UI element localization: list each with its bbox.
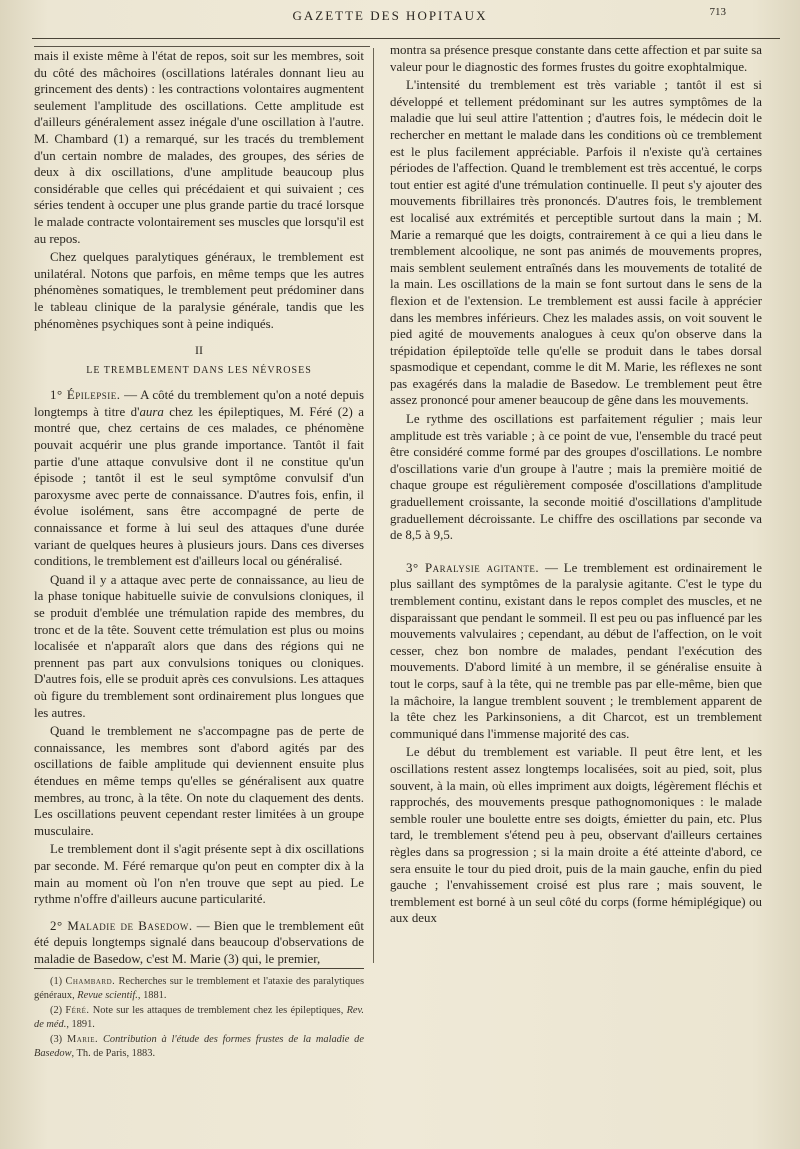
paragraph-paralysie-agitante [390,560,762,743]
footnote-1 [34,975,364,1004]
header-rule-secondary [34,46,370,47]
footnote-text: Recherches sur le tremblement et l'ataxie des paralytiques généraux, [34,976,364,1002]
right-column [390,42,762,927]
footnote-title: Contribution à l'étude des formes frustes de la maladie de Basedow [34,1033,364,1060]
footnote-2 [34,1004,364,1033]
subsection-lead: 1° Épilepsie. [50,388,121,403]
page-number: 713 [709,6,726,18]
paragraph: Quand le tremblement ne s'accompagne pas de perte de connaissance, les membres sont d'abord agités par des oscillations de faible amplitude qui deviennent ensuite plus étendues en même temps qu'elles se généralisent aux quatre membres, au tronc, à la tête. On note du claquement des dents. Les oscillations peuvent cependant rester limitées à un groupe musculaire. [34,724,364,838]
paragraph: Le rythme des oscillations est parfaitement régulier ; mais leur amplitude est très variable ; à ce point de vue, l'ensemble du tracé peut être considéré comme formé par des groupes d'oscillations. Le nombre d'oscillations varie d'un groupe à l'autre ; mais la première moitié de chaque groupe est régulièrement composée d'oscillations d'amplitude graduellement croissante, la seconde moitié d'oscillations d'amplitude graduellement décroissante. Le chiffre des oscillations par seconde va de 8,5 à 9,5. [390,412,762,543]
paragraph-basedow [34,918,364,968]
paragraph: Quand il y a attaque avec perte de connaissance, au lieu de la phase tonique habituelle suivie de convulsions cloniques, il se produit d'emblée une trémulation rapide des membres, du tronc et de la tête. Souvent cette trémulation est plus ou moins localisée et n'apparaît alors que dans des régions qui ne prennent pas part aux convulsions toniques ou cloniques. D'autres fois, elle se produit après ces convulsions. Les attaques où figure du tremblement sont ordinairement plus longues que les autres. [34,572,364,720]
journal-title: GAZETTE DES HOPITAUX [292,8,488,23]
footnote-number: (2) [50,1004,66,1016]
paragraph-text: — A côté du tremblement qu'on a noté depuis longtemps à titre d' [34,388,364,419]
footnote-text: , Th. de Paris, 1883. [71,1048,156,1060]
footnote-text: Note sur les attaques de tremblement chez les épileptiques, [89,1004,347,1016]
paragraph: montra sa présence presque constante dans cette affection et par suite sa valeur pour le diagnostic des formes frustes du goitre exophtalmique. [390,43,762,74]
paragraph-text: — Le tremblement est ordinairement le plus saillant des symptômes de la paralysie agitante. C'est le type du tremblement continu, existant dans le repos complet des muscles, et ne disparaissant que pendant le sommeil. Il est peu ou pas influencé par les mouvements valvulaires ; cependant, au début de l'affection, on le voit cesser, chez bon nombre de malades, pendant l'exécution des mouvements. D'abord limité à un membre, il se généralise ensuite à tout le corps, sauf à la tête, qui ne tremble pas par elle-même, bien que la mâchoire, la langue tremblent souvent ; le tremblement apparent de la tête chez les Parkinsoniens, a dit Charcot, est un tremblement communiqué dans l'immense majorité des cas. [390,560,762,741]
section-numeral: II [195,343,203,358]
subsection-lead: 3° Paralysie agitante. [406,560,540,575]
paragraph-text: chez les épileptiques, M. Féré (2) a montré que, chez certains de ces malades, ce phénomène pouvait acquérir une plus grande importance. Tantôt il fait partie d'une attaque convulsive dont il ne constitue qu'un épisode ; tantôt il est le seul symptôme convulsif d'un paroxysme avec perte de connaissance. D'autres fois, enfin, il évolue isolément, sans être accompagné de perte de connaissance et forme à lui seul des attaques d'une durée variant de quelques heures à plusieurs jours. Dans ces diverses conditions, le tremblement est d'ailleurs local ou généralisé. [34,404,365,569]
header-rule [32,38,780,39]
column-divider [373,48,374,963]
paragraph: mais il existe même à l'état de repos, soit sur les membres, soit du côté des mâchoires (oscillations latérales donnant lieu au grincement des dents) : les contractions volontaires augmentent seulement l'amplitude des oscillations. Cette amplitude est d'ailleurs généralement assez inégale d'une oscillation à l'autre. M. Chambard (1) a remarqué, sur les tracés du tremblement d'un certain nombre de malades, des groupes, des séries de deux à dix oscillations, d'une amplitude beaucoup plus considérable que celles qui précédaient et qui suivaient ; ces séries tendent à occuper une plus grande partie du tracé lorsque le malade contracte volontairement ses muscles que lorsqu'il est au repos. [34,49,364,246]
paragraph-text: — Bien que le tremblement eût été depuis longtemps signalé dans beaucoup d'observations de maladie de Basedow, c'est M. Marie (3) qui, le premier, [34,918,364,966]
footnote-number: (1) [50,976,66,987]
footnote-author: Féré. [65,1004,90,1016]
footnote-author: Chambard. [65,976,116,987]
footnote-text: , 1891. [66,1019,95,1031]
subsection-lead: 2° Maladie de Basedow. [50,918,193,933]
section-heading: LE TREMBLEMENT DANS LES NÉVROSES [86,364,312,376]
footnote-3 [34,1033,364,1062]
paragraph-epilepsie [34,387,364,570]
paragraph: Le tremblement dont il s'agit présente sept à dix oscillations par seconde. M. Féré remarque qu'on peut en compter dix à la main au moment où l'on n'en trouve que sept au pied. Le rythme n'offre d'ailleurs aucune particularité. [34,842,364,907]
paragraph: Le début du tremblement est variable. Il peut être lent, et les oscillations restent assez longtemps localisées, soit au pied, soit, plus souvent, à la main, où elles impriment aux doigts, légèrement fléchis et rapprochés, des mouvements presque pathognomoniques : le malade semble rouler une boulette entre ses doigts, émietter du pain, etc. Plus tard, le tremblement s'étend peu à peu, observant d'ailleurs certaines règles dans sa progression ; si la main droite a été atteinte d'abord, ce sera ensuite le tour du pied droit, puis de la main gauche, enfin du pied gauche ; l'envahissement croisé est plus rare ; mais souvent, le tremblement est borné à un seul côté du corps (forme hémiplégique) ou aux deux [390,745,762,926]
left-column [34,48,364,967]
footnote-journal: Rev. de méd. [34,1004,364,1031]
footnote-text: , 1881. [137,990,167,1002]
emphasis-aura: aura [139,404,164,419]
footnote-journal: Revue scientif. [77,990,138,1002]
footnote-number: (3) [50,1033,67,1045]
footnote-author: Marie. [66,1033,99,1045]
footnotes [34,975,364,1061]
paragraph: L'intensité du tremblement est très variable ; tantôt il est si développé et tellement prédominant sur les autres symptômes de la maladie que lui seul attire l'attention ; d'autres fois, le médecin doit le rechercher en mettant le malade dans les conditions où ce tremblement est le plus facilement appréciable. Parfois il n'existe qu'à certaines périodes de l'affection. Quand le tremblement est très accentué, le corps tout entier est agité d'une trémulation continuelle. Il peut s'y ajouter des mouvements fibrillaires très prononcés. D'autres fois, le tremblement est localisé aux extrémités et perceptible surtout dans la main ; M. Marie a remarqué que les doigts, contrairement à ce qui a lieu dans le tremblement alcoolique, ne sont pas animés de mouvements propres, mais semblent seulement entraînés dans les mouvements de totalité de la main. Les oscillations de la main se font surtout dans le sens de la flexion et de l'extension. Le tremblement est aussi facile à apprécier dans les membres inférieurs. Chez les malades assis, on voit souvent le pied agité de mouvements analogues à ceux qu'on observe dans la trépidation épileptoïde telle qu'elle se produit dans le tabes dorsal spasmodique et cependant, comme le dit M. Marie, les réflexes ne sont pas exagérés dans la maladie de Basedow. Le tremblement peut être assez prononcé pour amener beaucoup de gêne dans les mouvements. [390,78,762,408]
running-head [0,6,800,28]
footnote-rule [34,968,364,969]
paragraph: Chez quelques paralytiques généraux, le tremblement est unilatéral. Notons que parfois, en même temps que les autres phénomènes somatiques, le tremblement peut prédominer dans le tableau clinique de la paralysie générale, tandis que les phénomènes psychiques sont à peine indiqués. [34,250,364,331]
